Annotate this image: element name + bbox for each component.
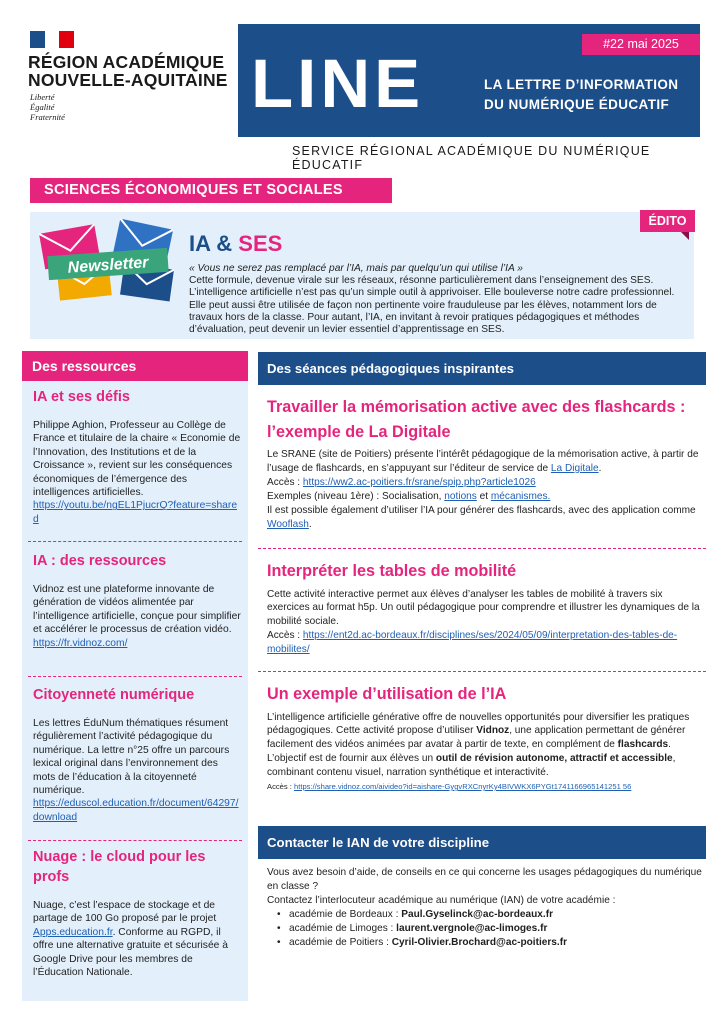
ia-text-2: , une application permettant de générer facilement des vidéos animées par avatar à partir de texte, en complément de <box>267 725 686 751</box>
newsletter-art-label: Newsletter <box>67 254 150 277</box>
contact-header: Contacter le IAN de votre discipline <box>258 826 706 859</box>
resource-text: Philippe Aghion, Professeur au Collège de France et titulaire de la chaire « Economie de l’Innovation, des Institutions et de la Croissance », revient sur les conséquences économiques de l’émergence des intelligences artificielles. <box>33 420 241 499</box>
newsletter-title: LINE <box>251 45 425 122</box>
vidnoz-bold: Vidnoz <box>476 725 510 737</box>
vidnoz-share-link[interactable]: https://share.vidnoz.com/aivideo?id=aishare-GygvRXCnyrKy4BIVWKX6PYGt1741166965141251 56 <box>294 782 632 792</box>
edito-badge: ÉDITO <box>640 210 695 232</box>
la-digitale-link[interactable]: La Digitale <box>550 462 599 474</box>
newsletter-subtitle <box>484 75 678 115</box>
poitiers-srane-link[interactable]: https://ww2.ac-poitiers.fr/srane/spip.php?article1026 <box>302 476 536 488</box>
motto-fraternite: Fraternité <box>30 112 65 122</box>
section-divider <box>258 671 706 672</box>
extra-text: Il est possible également d’utiliser l’IA pour générer des flashcards, avec des application comme <box>267 504 696 516</box>
article-access <box>267 629 702 657</box>
seances-header: Des séances pédagogiques inspirantes <box>258 352 706 385</box>
notions-link[interactable]: notions <box>444 490 477 502</box>
section-divider <box>28 676 242 677</box>
motto-liberte: Liberté <box>30 92 55 102</box>
contact-item-limoges <box>289 922 702 936</box>
region-line-2: NOUVELLE-AQUITAINE <box>28 70 228 90</box>
section-divider <box>28 840 242 841</box>
edito-quote: « Vous ne serez pas remplacé par l’IA, mais par quelqu’un qui utilise l’IA » <box>189 263 523 274</box>
article-title: Travailler la mémorisation active avec des flashcards : l’exemple de La Digitale <box>267 398 686 441</box>
contact-section <box>267 866 702 949</box>
examples-and: et <box>476 490 491 502</box>
ia-text-1: L’intelligence artificielle générative offre de nouvelles opportunités pour diversifier les pratiques pédagogiques. Cette activité propose d’utiliser <box>267 711 690 737</box>
resource-title: Nuage : le cloud pour les profs <box>33 849 206 885</box>
service-name: SERVICE RÉGIONAL ACADÉMIQUE DU NUMÉRIQUE ÉDUCATIF <box>292 144 651 172</box>
republic-motto <box>30 92 65 122</box>
discipline-bar: SCIENCES ÉCONOMIQUES ET SOCIALES <box>30 178 392 203</box>
article-flashcards <box>267 395 702 531</box>
extra-dot: . <box>308 518 312 530</box>
access-label: Accès : <box>267 630 303 642</box>
article-text: Le SRANE (site de Poitiers) présente l’intérêt pédagogique de la mémorisation active, à partir de l’usage de flashcards, en s’appuyant sur l’éditeur de service de La Digitale. <box>267 449 699 474</box>
contact-email[interactable]: laurent.vergnole@ac-limoges.fr <box>396 922 548 934</box>
article-examples <box>267 490 702 504</box>
contact-item-bordeaux <box>289 908 702 922</box>
contact-label: académie de Bordeaux : <box>289 908 402 920</box>
tool-bold: outil de révision autonome, attractif et accessible <box>435 753 673 765</box>
resource-ia-ressources <box>33 551 241 650</box>
edito-title <box>189 231 282 257</box>
edito-title-b: SES <box>238 231 283 256</box>
ia-text-4: , combinant contenu visuel, narration synthétique et interactivité. <box>267 753 676 779</box>
subtitle-line-1: LA LETTRE D’INFORMATION <box>484 77 679 92</box>
resource-ia-defis <box>33 387 241 526</box>
apps-education-link[interactable]: Apps.education.fr <box>33 926 113 938</box>
region-name <box>28 53 228 89</box>
nuage-text-b: . Conforme au RGPD, il offre une alternative gratuite et sécurisée à Google Drive pour les membres de l’Éducation Nationale. <box>33 926 228 979</box>
access-label: Accès : <box>267 782 295 792</box>
edito-badge-fold <box>681 232 689 240</box>
contact-text-1: Vous avez besoin d’aide, de conseils en ce qui concerne les usages pédagogiques du numérique en classe ? <box>267 867 702 892</box>
section-divider <box>258 548 706 549</box>
contact-label: académie de Poitiers : <box>289 936 392 948</box>
resource-title: IA : des ressources <box>33 553 167 569</box>
resources-header: Des ressources <box>22 351 248 381</box>
subtitle-line-2: DU NUMÉRIQUE ÉDUCATIF <box>484 97 670 112</box>
ia-text-3: . L’objectif est de fournir aux élèves un <box>267 739 671 765</box>
article-mobilite <box>267 559 702 657</box>
edito-body: Cette formule, devenue virale sur les réseaux, résonne particulièrement dans l’enseignement des SES. L’intelligence artificielle n’est pas qu’un simple outil à apprivoiser. Elle bouleverse notre cadre professionnel. Elle peut aussi être utilisée de façon non pertinente voire frauduleuse par les élèves, notamment lors de travaux hors de la classe. Pour autant, l’IA, en invitant à revoir pratiques pédagogiques et méthodes d’évaluation, peut devenir un levier essentiel d’apprentissage en SES. <box>189 275 675 336</box>
resource-text: Vidnoz est une plateforme innovante de génération de vidéos alimentée par l’intelligence artificielle, conçue pour simplifier et accélérer le processus de création vidéo. <box>33 584 241 636</box>
resource-title: Citoyenneté numérique <box>33 687 195 703</box>
contact-label: académie de Limoges : <box>289 922 397 934</box>
article-extra <box>267 504 702 532</box>
section-divider <box>28 541 242 542</box>
contact-text-2: Contactez l’interlocuteur académique au numérique (IAN) de votre académie : <box>267 894 616 906</box>
nuage-text-a: Nuage, c’est l’espace de stockage et de partage de 100 Go proposé par le projet <box>33 900 217 925</box>
article-title: Interpréter les tables de mobilité <box>267 562 517 580</box>
flashcards-intro: Le SRANE (site de Poitiers) présente l’intérêt pédagogique de la mémorisation active, à partir de l’usage de flashcards, en s’appuyant sur l’éditeur de service de <box>267 449 699 474</box>
contact-item-poitiers <box>289 936 702 950</box>
republic-flag-logo <box>30 31 74 48</box>
article-title: Un exemple d’utilisation de l’IA <box>267 685 507 703</box>
resource-link-eduscol[interactable]: https://eduscol.education.fr/document/64297/download <box>33 798 239 823</box>
article-ia-example <box>267 682 702 794</box>
article-text <box>267 711 702 781</box>
contact-email[interactable]: Paul.Gyselinck@ac-bordeaux.fr <box>401 908 554 920</box>
article-access <box>267 780 702 794</box>
article-access <box>267 476 702 490</box>
newsletter-banner <box>238 24 700 137</box>
contact-email[interactable]: Cyril-Olivier.Brochard@ac-poitiers.fr <box>391 936 568 948</box>
edito-title-a: IA & <box>189 231 239 256</box>
access-label: Accès : <box>267 476 303 488</box>
edito-text <box>189 263 689 336</box>
mecanismes-link[interactable]: mécanismes. <box>490 490 551 502</box>
bordeaux-mobilite-link[interactable]: https://ent2d.ac-bordeaux.fr/disciplines/ses/2024/05/09/interpretation-des-tables-de-mobilites/ <box>267 630 678 656</box>
flashcards-bold: flashcards <box>617 739 669 751</box>
resource-nuage <box>33 847 241 979</box>
motto-egalite: Égalité <box>30 102 55 112</box>
resource-link-youtube[interactable]: https://youtu.be/ngEL1PjucrQ?feature=shared <box>33 500 238 525</box>
resource-title: IA et ses défis <box>33 389 130 405</box>
resource-citoyennete <box>33 685 241 824</box>
resource-link-vidnoz[interactable]: https://fr.vidnoz.com/ <box>33 637 128 649</box>
region-line-1: RÉGION ACADÉMIQUE <box>28 52 225 72</box>
resource-text: Les lettres ÉduNum thématiques résument régulièrement l’activité pédagogique du numérique. La lettre n°25 offre un parcours lexical original dans l’environnement des mots de l’éducation à la citoyenneté numérique. <box>33 718 230 797</box>
examples-label: Exemples (niveau 1ère) : Socialisation, <box>267 490 445 502</box>
contact-list <box>289 908 702 950</box>
resource-text <box>33 899 241 979</box>
wooflash-link[interactable]: Wooflash <box>267 518 309 530</box>
newsletter-envelopes-icon <box>34 218 182 302</box>
article-text: Cette activité interactive permet aux élèves d’analyser les tables de mobilité à travers six exercices au format h5p. Un outil pédagogique pour comprendre et illustrer les dynamiques de la mobilité sociale. <box>267 588 700 628</box>
issue-badge: #22 mai 2025 <box>582 34 700 55</box>
